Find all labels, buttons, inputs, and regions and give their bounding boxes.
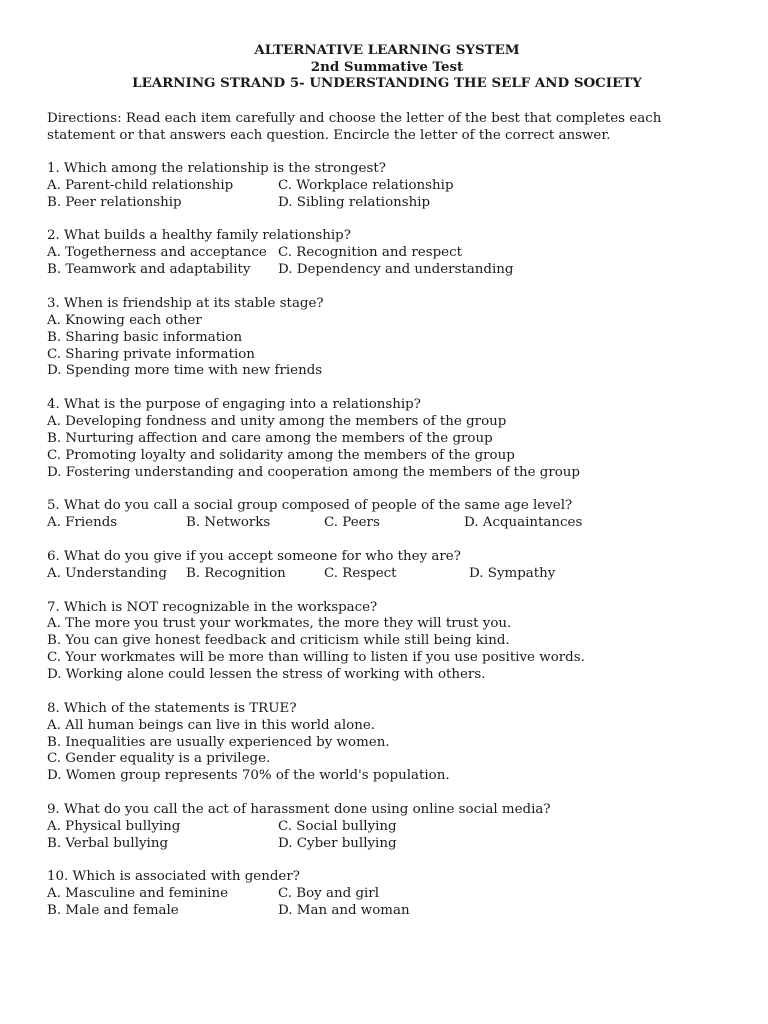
choice-a[interactable]: A. Togetherness and acceptance	[47, 245, 267, 261]
strand-title: LEARNING STRAND 5- UNDERSTANDING THE SELF AND SOCIETY	[132, 75, 642, 92]
choice-d[interactable]: D. Working alone could lessen the stress of working with others.	[47, 667, 486, 683]
choice-c[interactable]: C. Gender equality is a privilege.	[47, 751, 271, 767]
choice-d[interactable]: D. Women group represents 70% of the world's population.	[47, 768, 450, 784]
question-stem: 1. Which among the relationship is the strongest?	[47, 160, 386, 176]
choice-a[interactable]: A. Friends	[47, 515, 118, 531]
choice-b[interactable]: B. Teamwork and adaptability	[47, 262, 251, 278]
choice-c[interactable]: C. Peers	[324, 515, 380, 531]
choice-d[interactable]: D. Spending more time with new friends	[47, 363, 323, 379]
question-stem: 9. What do you call the act of harassment done using online social media?	[47, 802, 551, 817]
choice-d[interactable]: D. Sibling relationship	[278, 194, 431, 210]
directions-line: Directions: Read each item carefully and choose the letter of the best that completes each	[47, 111, 662, 127]
choice-c[interactable]: C. Your workmates will be more than willing to listen if you use positive words.	[47, 650, 585, 666]
choice-b[interactable]: B. Recognition	[186, 565, 286, 581]
directions-line: statement or that answers each question. Encircle the letter of the correct answer.	[47, 128, 611, 144]
question-2	[47, 228, 737, 279]
question-10	[47, 869, 737, 920]
question-6	[47, 549, 737, 583]
choice-d[interactable]: D. Sympathy	[469, 565, 556, 581]
choice-b[interactable]: B. Inequalities are usually experienced by women.	[47, 734, 390, 750]
question-stem: 7. Which is NOT recognizable in the workspace?	[47, 599, 378, 615]
question-9	[47, 802, 737, 853]
question-1	[47, 161, 737, 212]
choice-c[interactable]: C. Boy and girl	[278, 886, 379, 902]
choice-b[interactable]: B. You can give honest feedback and criticism while still being kind.	[47, 633, 510, 649]
choice-d[interactable]: D. Dependency and understanding	[278, 262, 514, 278]
choice-c[interactable]: C. Sharing private information	[47, 346, 255, 362]
choice-a[interactable]: A. The more you trust your workmates, the more they will trust you.	[47, 616, 512, 632]
choice-c[interactable]: C. Social bullying	[278, 818, 397, 834]
choice-b[interactable]: B. Male and female	[47, 903, 179, 919]
choice-d[interactable]: D. Man and woman	[278, 903, 410, 919]
question-4	[47, 397, 737, 481]
choice-a[interactable]: A. Physical bullying	[47, 818, 181, 834]
choice-a[interactable]: A. Understanding	[47, 565, 167, 581]
test-title: 2nd Summative Test	[310, 58, 464, 75]
question-stem: 4. What is the purpose of engaging into a relationship?	[47, 397, 421, 413]
question-stem: 8. Which of the statements is TRUE?	[47, 700, 297, 716]
test-page	[47, 42, 737, 920]
question-stem: 2. What builds a healthy family relationship?	[47, 228, 351, 244]
choice-b[interactable]: B. Networks	[186, 515, 271, 531]
choice-b[interactable]: B. Peer relationship	[47, 194, 182, 210]
choice-d[interactable]: D. Cyber bullying	[278, 835, 397, 851]
choice-a[interactable]: A. Developing fondness and unity among the members of the group	[47, 413, 507, 429]
choice-a[interactable]: A. All human beings can live in this world alone.	[47, 717, 376, 733]
choice-c[interactable]: C. Recognition and respect	[278, 245, 462, 261]
directions	[47, 110, 737, 144]
question-stem: 10. Which is associated with gender?	[47, 869, 300, 885]
choice-c[interactable]: C. Respect	[324, 565, 397, 581]
question-5	[47, 498, 737, 532]
question-8	[47, 701, 737, 785]
question-3	[47, 296, 737, 380]
question-stem: 6. What do you give if you accept someone for who they are?	[47, 548, 461, 564]
choice-b[interactable]: B. Sharing basic information	[47, 329, 243, 345]
choice-a[interactable]: A. Knowing each other	[47, 312, 202, 328]
program-title: ALTERNATIVE LEARNING SYSTEM	[254, 42, 520, 58]
document-header	[37, 42, 737, 92]
choice-d[interactable]: D. Fostering understanding and cooperation among the members of the group	[47, 464, 580, 480]
choice-b[interactable]: B. Nurturing affection and care among the members of the group	[47, 430, 493, 446]
choice-c[interactable]: C. Workplace relationship	[278, 177, 454, 193]
choice-b[interactable]: B. Verbal bullying	[47, 835, 169, 851]
choice-d[interactable]: D. Acquaintances	[464, 515, 583, 531]
choice-a[interactable]: A. Parent-child relationship	[47, 177, 234, 193]
question-7	[47, 600, 737, 684]
question-stem: 5. What do you call a social group composed of people of the same age level?	[47, 498, 573, 514]
choice-c[interactable]: C. Promoting loyalty and solidarity among the members of the group	[47, 447, 515, 463]
choice-a[interactable]: A. Masculine and feminine	[47, 886, 228, 902]
question-stem: 3. When is friendship at its stable stage?	[47, 295, 324, 311]
